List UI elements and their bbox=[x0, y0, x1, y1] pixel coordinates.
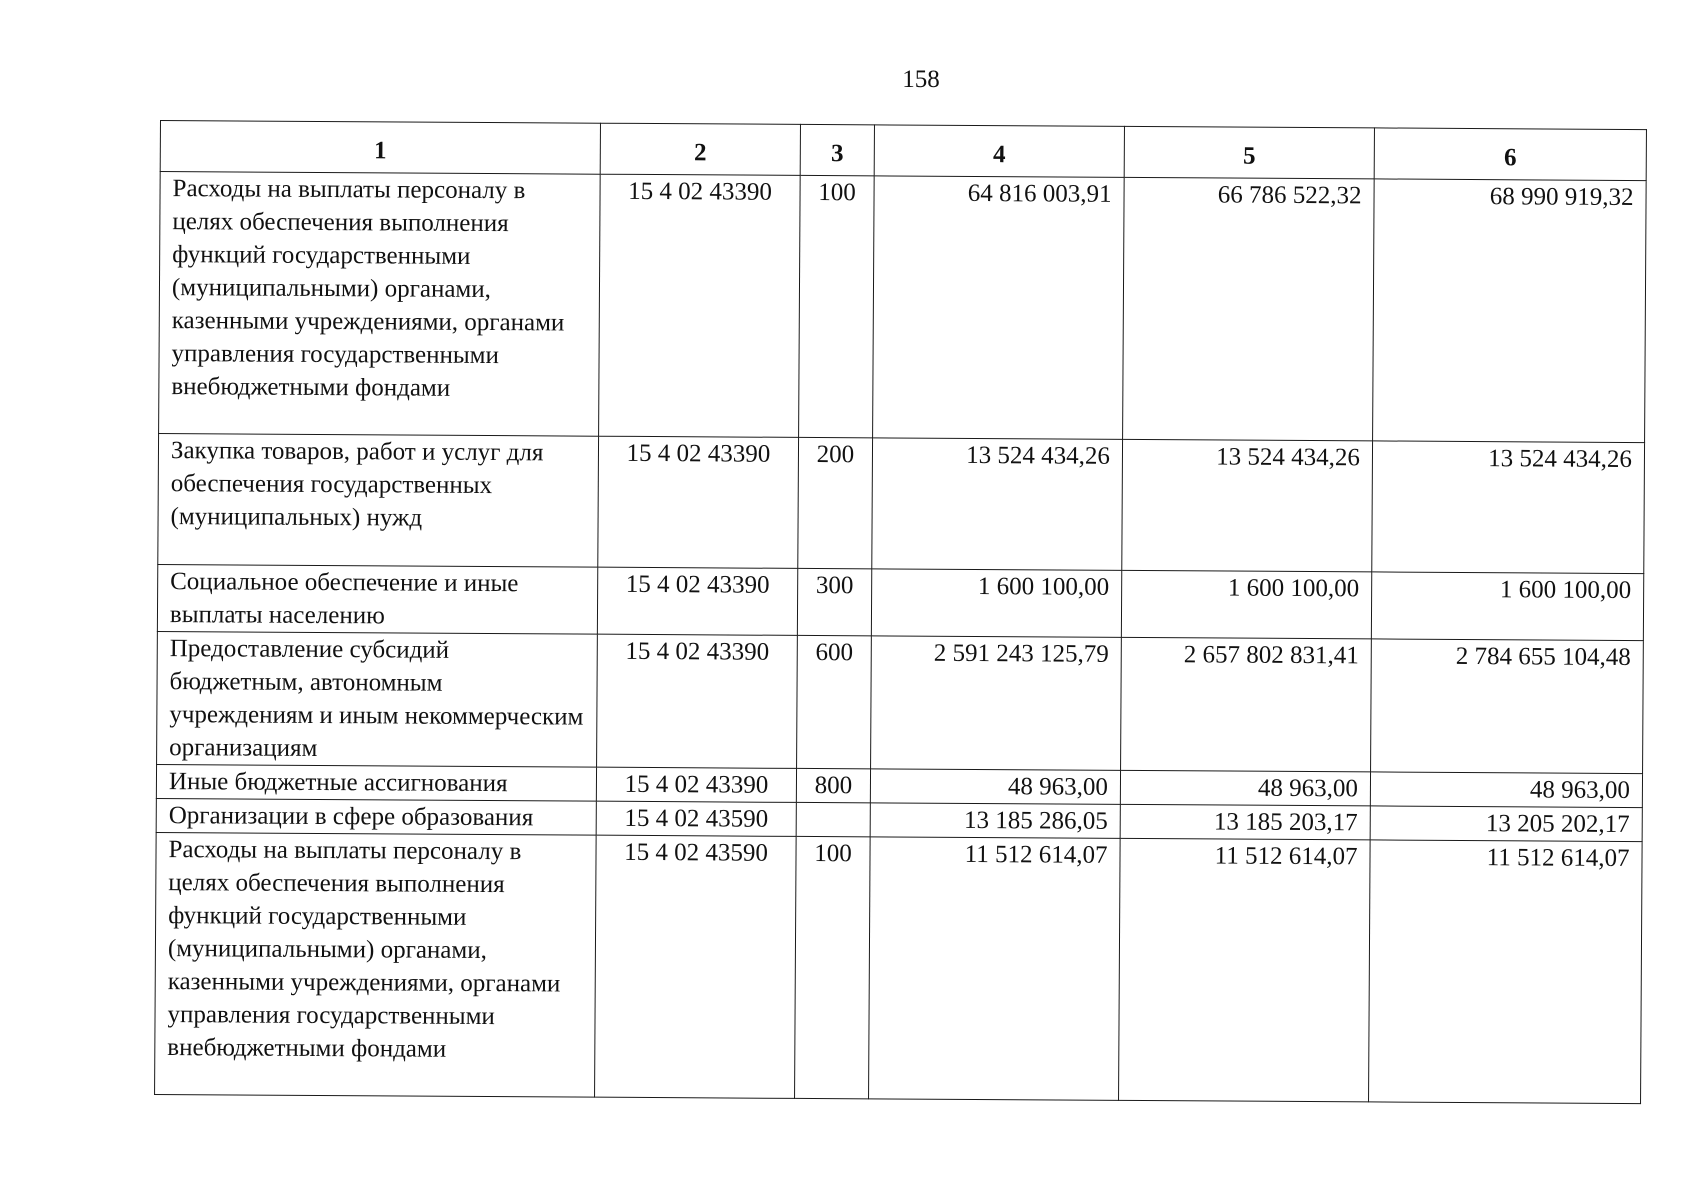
column-header: 6 bbox=[1374, 128, 1646, 181]
row-value-col6: 13 205 202,17 bbox=[1370, 806, 1642, 842]
column-header: 2 bbox=[600, 123, 800, 175]
row-value-col5: 11 512 614,07 bbox=[1119, 838, 1371, 1102]
table-row bbox=[155, 832, 1643, 1103]
row-expense-type: 300 bbox=[797, 568, 871, 635]
row-name: Иные бюджетные ассигнования bbox=[156, 764, 596, 801]
row-value-col4: 13 185 286,05 bbox=[870, 803, 1120, 839]
table-row bbox=[159, 172, 1647, 443]
row-value-col5: 13 524 434,26 bbox=[1122, 439, 1373, 572]
row-expense-type: 100 bbox=[795, 836, 871, 1098]
row-value-col6: 11 512 614,07 bbox=[1369, 840, 1643, 1104]
row-expense-type: 600 bbox=[797, 635, 872, 768]
column-header: 3 bbox=[800, 124, 874, 175]
row-value-col5: 66 786 522,32 bbox=[1123, 177, 1375, 441]
table-row bbox=[157, 631, 1644, 773]
row-expense-type: 800 bbox=[796, 768, 870, 802]
row-value-col4: 48 963,00 bbox=[870, 769, 1120, 805]
row-value-col5: 13 185 203,17 bbox=[1120, 804, 1370, 840]
row-name: Закупка товаров, работ и услуг для обеспечения государственных (муниципальных) нужд bbox=[158, 433, 599, 567]
table-header-row bbox=[160, 121, 1646, 181]
row-value-col6: 13 524 434,26 bbox=[1372, 441, 1645, 574]
row-target-code: 15 4 02 43590 bbox=[595, 835, 797, 1098]
row-target-code: 15 4 02 43390 bbox=[597, 634, 798, 768]
row-name: Предоставление субсидий бюджетным, автономным учреждениям и иным некоммерческим организациям bbox=[157, 631, 598, 767]
row-target-code: 15 4 02 43390 bbox=[596, 767, 796, 802]
table-row bbox=[157, 564, 1643, 640]
column-header: 4 bbox=[874, 125, 1124, 178]
row-value-col5: 1 600 100,00 bbox=[1121, 570, 1371, 639]
row-name: Социальное обеспечение и иные выплаты населению bbox=[157, 564, 597, 634]
row-target-code: 15 4 02 43590 bbox=[596, 801, 796, 836]
row-name: Организации в сфере образования bbox=[156, 798, 596, 835]
row-target-code: 15 4 02 43390 bbox=[598, 436, 799, 568]
row-name: Расходы на выплаты персоналу в целях обеспечения выполнения функций государственными (муниципальными) органами, казенными учреждениями, органами управления государственными внебюджетными фондами bbox=[155, 832, 597, 1097]
table-row bbox=[158, 433, 1645, 573]
row-value-col6: 68 990 919,32 bbox=[1373, 179, 1647, 443]
row-target-code: 15 4 02 43390 bbox=[599, 174, 801, 437]
row-value-col4: 1 600 100,00 bbox=[871, 569, 1121, 638]
column-header: 1 bbox=[160, 121, 600, 175]
row-name: Расходы на выплаты персоналу в целях обеспечения выполнения функций государственными (муниципальными) органами, казенными учреждениями, органами управления государственными внебюджетными фондами bbox=[159, 172, 601, 437]
page-number: 158 bbox=[902, 66, 940, 93]
row-value-col4: 11 512 614,07 bbox=[869, 837, 1121, 1101]
row-value-col5: 48 963,00 bbox=[1120, 770, 1370, 806]
budget-table bbox=[154, 120, 1647, 1104]
column-header: 5 bbox=[1124, 126, 1374, 179]
row-value-col6: 2 784 655 104,48 bbox=[1371, 639, 1644, 774]
row-expense-type: 200 bbox=[798, 437, 873, 568]
row-value-col6: 1 600 100,00 bbox=[1371, 572, 1643, 641]
row-value-col4: 64 816 003,91 bbox=[873, 176, 1125, 440]
row-value-col5: 2 657 802 831,41 bbox=[1121, 637, 1372, 772]
row-value-col6: 48 963,00 bbox=[1370, 772, 1642, 808]
row-expense-type: 100 bbox=[799, 175, 875, 437]
row-expense-type bbox=[796, 802, 870, 836]
row-value-col4: 13 524 434,26 bbox=[872, 438, 1123, 571]
row-value-col4: 2 591 243 125,79 bbox=[871, 636, 1122, 771]
row-target-code: 15 4 02 43390 bbox=[597, 567, 797, 635]
